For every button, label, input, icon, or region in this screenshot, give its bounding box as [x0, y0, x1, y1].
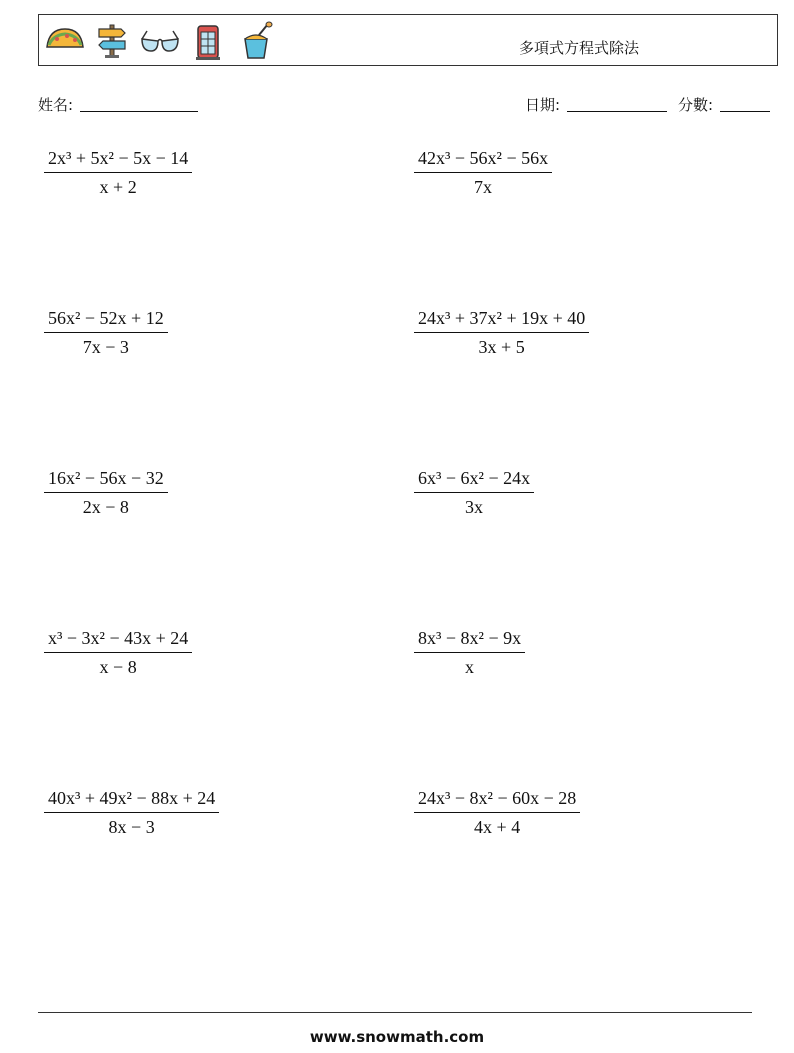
date-blank[interactable] — [567, 111, 667, 112]
denominator: 4x + 4 — [474, 817, 521, 837]
worksheet-title: 多項式方程式除法 — [519, 39, 640, 57]
problem-4 — [414, 308, 734, 358]
denominator: 2x − 8 — [82, 497, 129, 517]
date-label: 日期: — [525, 96, 561, 114]
problem-2 — [414, 148, 734, 198]
problem-3 — [44, 308, 364, 358]
denominator: 7x − 3 — [82, 337, 129, 357]
denominator: 3x — [465, 497, 484, 517]
numerator: 6x³ − 6x² − 24x — [414, 468, 534, 493]
name-blank[interactable] — [80, 111, 198, 112]
sand-bucket-icon — [235, 21, 277, 61]
problem-10 — [414, 788, 734, 838]
numerator: 56x² − 52x + 12 — [44, 308, 168, 333]
footer-site: www.snowmath.com — [309, 1028, 485, 1046]
footer-divider — [38, 1012, 752, 1013]
denominator: x — [465, 657, 475, 677]
numerator: 16x² − 56x − 32 — [44, 468, 168, 493]
score-blank[interactable] — [720, 111, 770, 112]
denominator: 7x — [474, 177, 493, 197]
name-label: 姓名: — [38, 96, 74, 114]
header-icons — [43, 21, 277, 61]
worksheet-header — [38, 14, 778, 66]
score-label: 分數: — [678, 96, 714, 114]
problem-6 — [414, 468, 734, 518]
problem-5 — [44, 468, 364, 518]
denominator: x + 2 — [99, 177, 137, 197]
sunglasses-icon — [139, 21, 181, 61]
phone-booth-icon — [187, 21, 229, 61]
numerator: 42x³ − 56x² − 56x — [414, 148, 552, 173]
numerator: x³ − 3x² − 43x + 24 — [44, 628, 192, 653]
numerator: 2x³ + 5x² − 5x − 14 — [44, 148, 192, 173]
problem-8 — [414, 628, 734, 678]
denominator: x − 8 — [99, 657, 137, 677]
numerator: 8x³ − 8x² − 9x — [414, 628, 525, 653]
denominator: 3x + 5 — [478, 337, 525, 357]
problem-1 — [44, 148, 364, 198]
problem-9 — [44, 788, 364, 838]
numerator: 24x³ − 8x² − 60x − 28 — [414, 788, 580, 813]
taco-icon — [43, 21, 85, 61]
numerator: 24x³ + 37x² + 19x + 40 — [414, 308, 589, 333]
numerator: 40x³ + 49x² − 88x + 24 — [44, 788, 219, 813]
denominator: 8x − 3 — [108, 817, 155, 837]
signpost-icon — [91, 21, 133, 61]
problem-7 — [44, 628, 364, 678]
